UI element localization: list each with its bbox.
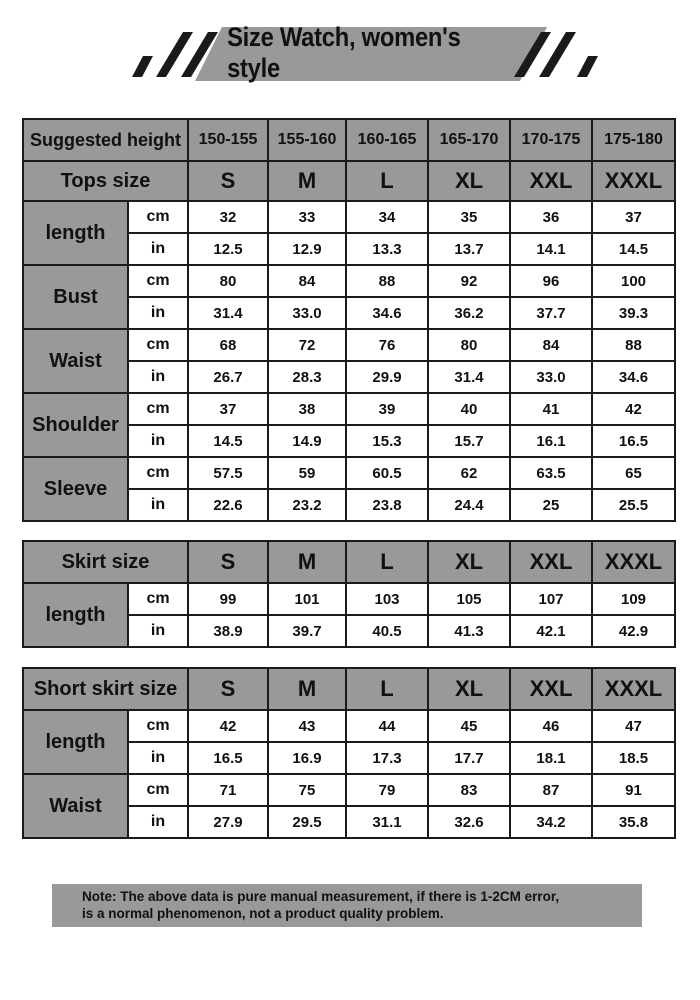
suggested-height-label: Suggested height [23, 119, 188, 161]
value-cell: 13.7 [428, 233, 510, 265]
value-cell: 39.7 [268, 615, 346, 647]
unit-cm: cm [128, 710, 188, 742]
height-cell: 170-175 [510, 119, 592, 161]
unit-in: in [128, 615, 188, 647]
height-cell: 175-180 [592, 119, 675, 161]
value-cell: 25.5 [592, 489, 675, 521]
size-header: XXXL [592, 668, 675, 710]
measure-label-sleeve: Sleeve [23, 457, 128, 521]
value-cell: 33 [268, 201, 346, 233]
value-cell: 105 [428, 583, 510, 615]
unit-cm: cm [128, 201, 188, 233]
value-cell: 31.4 [428, 361, 510, 393]
value-cell: 109 [592, 583, 675, 615]
unit-cm: cm [128, 583, 188, 615]
value-cell: 88 [592, 329, 675, 361]
value-cell: 37 [188, 393, 268, 425]
table-row [23, 774, 675, 806]
value-cell: 34.2 [510, 806, 592, 838]
value-cell: 16.1 [510, 425, 592, 457]
value-cell: 12.5 [188, 233, 268, 265]
size-header: S [188, 668, 268, 710]
size-header: XXXL [592, 161, 675, 201]
value-cell: 87 [510, 774, 592, 806]
unit-in: in [128, 425, 188, 457]
table-row [23, 457, 675, 489]
measure-label-waist: Waist [23, 329, 128, 393]
unit-in: in [128, 297, 188, 329]
size-header-row [23, 541, 675, 583]
value-cell: 35.8 [592, 806, 675, 838]
value-cell: 38 [268, 393, 346, 425]
unit-cm: cm [128, 774, 188, 806]
table-row [23, 710, 675, 742]
value-cell: 76 [346, 329, 428, 361]
measure-label-length: length [23, 201, 128, 265]
height-cell: 165-170 [428, 119, 510, 161]
value-cell: 80 [188, 265, 268, 297]
value-cell: 15.7 [428, 425, 510, 457]
size-header-row [23, 668, 675, 710]
value-cell: 84 [268, 265, 346, 297]
value-cell: 33.0 [268, 297, 346, 329]
value-cell: 91 [592, 774, 675, 806]
value-cell: 36 [510, 201, 592, 233]
value-cell: 18.1 [510, 742, 592, 774]
table-row [23, 583, 675, 615]
value-cell: 42.9 [592, 615, 675, 647]
value-cell: 26.7 [188, 361, 268, 393]
value-cell: 17.7 [428, 742, 510, 774]
measure-label-length: length [23, 710, 128, 774]
value-cell: 99 [188, 583, 268, 615]
value-cell: 41 [510, 393, 592, 425]
value-cell: 88 [346, 265, 428, 297]
value-cell: 12.9 [268, 233, 346, 265]
value-cell: 107 [510, 583, 592, 615]
note-line-2: is a normal phenomenon, not a product quality problem. [82, 906, 444, 921]
size-header: XXXL [592, 541, 675, 583]
value-cell: 65 [592, 457, 675, 489]
tops-size-label: Tops size [23, 161, 188, 201]
size-header-row [23, 161, 675, 201]
value-cell: 39 [346, 393, 428, 425]
value-cell: 72 [268, 329, 346, 361]
measure-label-shoulder: Shoulder [23, 393, 128, 457]
value-cell: 39.3 [592, 297, 675, 329]
value-cell: 15.3 [346, 425, 428, 457]
measure-label-bust: Bust [23, 265, 128, 329]
value-cell: 34.6 [346, 297, 428, 329]
value-cell: 71 [188, 774, 268, 806]
table-row [23, 201, 675, 233]
size-header: S [188, 541, 268, 583]
skirt-size-label: Skirt size [23, 541, 188, 583]
table-row [23, 265, 675, 297]
value-cell: 32.6 [428, 806, 510, 838]
measurement-note [52, 884, 642, 927]
value-cell: 14.9 [268, 425, 346, 457]
value-cell: 33.0 [510, 361, 592, 393]
unit-in: in [128, 361, 188, 393]
size-header: XL [428, 668, 510, 710]
unit-cm: cm [128, 393, 188, 425]
unit-cm: cm [128, 329, 188, 361]
unit-in: in [128, 806, 188, 838]
size-header: XL [428, 541, 510, 583]
value-cell: 40 [428, 393, 510, 425]
height-row [23, 119, 675, 161]
value-cell: 37.7 [510, 297, 592, 329]
value-cell: 100 [592, 265, 675, 297]
height-cell: 150-155 [188, 119, 268, 161]
value-cell: 23.2 [268, 489, 346, 521]
value-cell: 25 [510, 489, 592, 521]
value-cell: 13.3 [346, 233, 428, 265]
value-cell: 84 [510, 329, 592, 361]
value-cell: 59 [268, 457, 346, 489]
value-cell: 80 [428, 329, 510, 361]
value-cell: 83 [428, 774, 510, 806]
value-cell: 47 [592, 710, 675, 742]
title-banner [0, 0, 700, 100]
value-cell: 22.6 [188, 489, 268, 521]
unit-in: in [128, 233, 188, 265]
value-cell: 68 [188, 329, 268, 361]
value-cell: 60.5 [346, 457, 428, 489]
size-header: L [346, 541, 428, 583]
skirt-size-table [22, 540, 676, 648]
value-cell: 35 [428, 201, 510, 233]
size-header: L [346, 161, 428, 201]
value-cell: 14.5 [188, 425, 268, 457]
size-header: XXL [510, 668, 592, 710]
size-header: S [188, 161, 268, 201]
value-cell: 29.5 [268, 806, 346, 838]
value-cell: 103 [346, 583, 428, 615]
value-cell: 57.5 [188, 457, 268, 489]
value-cell: 45 [428, 710, 510, 742]
value-cell: 42.1 [510, 615, 592, 647]
measure-label-length: length [23, 583, 128, 647]
value-cell: 29.9 [346, 361, 428, 393]
size-header: XL [428, 161, 510, 201]
page-title: Size Watch, women's style [227, 22, 461, 83]
unit-in: in [128, 742, 188, 774]
value-cell: 14.1 [510, 233, 592, 265]
value-cell: 42 [592, 393, 675, 425]
size-header: XXL [510, 541, 592, 583]
value-cell: 38.9 [188, 615, 268, 647]
size-header: M [268, 541, 346, 583]
value-cell: 34.6 [592, 361, 675, 393]
measure-label-waist: Waist [23, 774, 128, 838]
value-cell: 44 [346, 710, 428, 742]
value-cell: 18.5 [592, 742, 675, 774]
value-cell: 34 [346, 201, 428, 233]
value-cell: 17.3 [346, 742, 428, 774]
value-cell: 42 [188, 710, 268, 742]
table-row [23, 393, 675, 425]
table-row [23, 329, 675, 361]
value-cell: 92 [428, 265, 510, 297]
value-cell: 23.8 [346, 489, 428, 521]
value-cell: 41.3 [428, 615, 510, 647]
value-cell: 43 [268, 710, 346, 742]
height-cell: 160-165 [346, 119, 428, 161]
value-cell: 16.5 [592, 425, 675, 457]
unit-in: in [128, 489, 188, 521]
value-cell: 79 [346, 774, 428, 806]
value-cell: 16.9 [268, 742, 346, 774]
size-header: L [346, 668, 428, 710]
size-header: XXL [510, 161, 592, 201]
unit-cm: cm [128, 457, 188, 489]
value-cell: 32 [188, 201, 268, 233]
value-cell: 16.5 [188, 742, 268, 774]
value-cell: 101 [268, 583, 346, 615]
value-cell: 63.5 [510, 457, 592, 489]
size-header: M [268, 668, 346, 710]
short-skirt-size-label: Short skirt size [23, 668, 188, 710]
value-cell: 37 [592, 201, 675, 233]
value-cell: 46 [510, 710, 592, 742]
short-skirt-size-table [22, 667, 676, 839]
value-cell: 36.2 [428, 297, 510, 329]
value-cell: 28.3 [268, 361, 346, 393]
value-cell: 31.1 [346, 806, 428, 838]
value-cell: 75 [268, 774, 346, 806]
note-line-1: Note: The above data is pure manual measurement, if there is 1-2CM error, [82, 889, 560, 904]
value-cell: 24.4 [428, 489, 510, 521]
value-cell: 40.5 [346, 615, 428, 647]
height-cell: 155-160 [268, 119, 346, 161]
tops-size-table [22, 118, 676, 522]
unit-cm: cm [128, 265, 188, 297]
value-cell: 62 [428, 457, 510, 489]
value-cell: 14.5 [592, 233, 675, 265]
size-header: M [268, 161, 346, 201]
value-cell: 27.9 [188, 806, 268, 838]
value-cell: 96 [510, 265, 592, 297]
value-cell: 31.4 [188, 297, 268, 329]
